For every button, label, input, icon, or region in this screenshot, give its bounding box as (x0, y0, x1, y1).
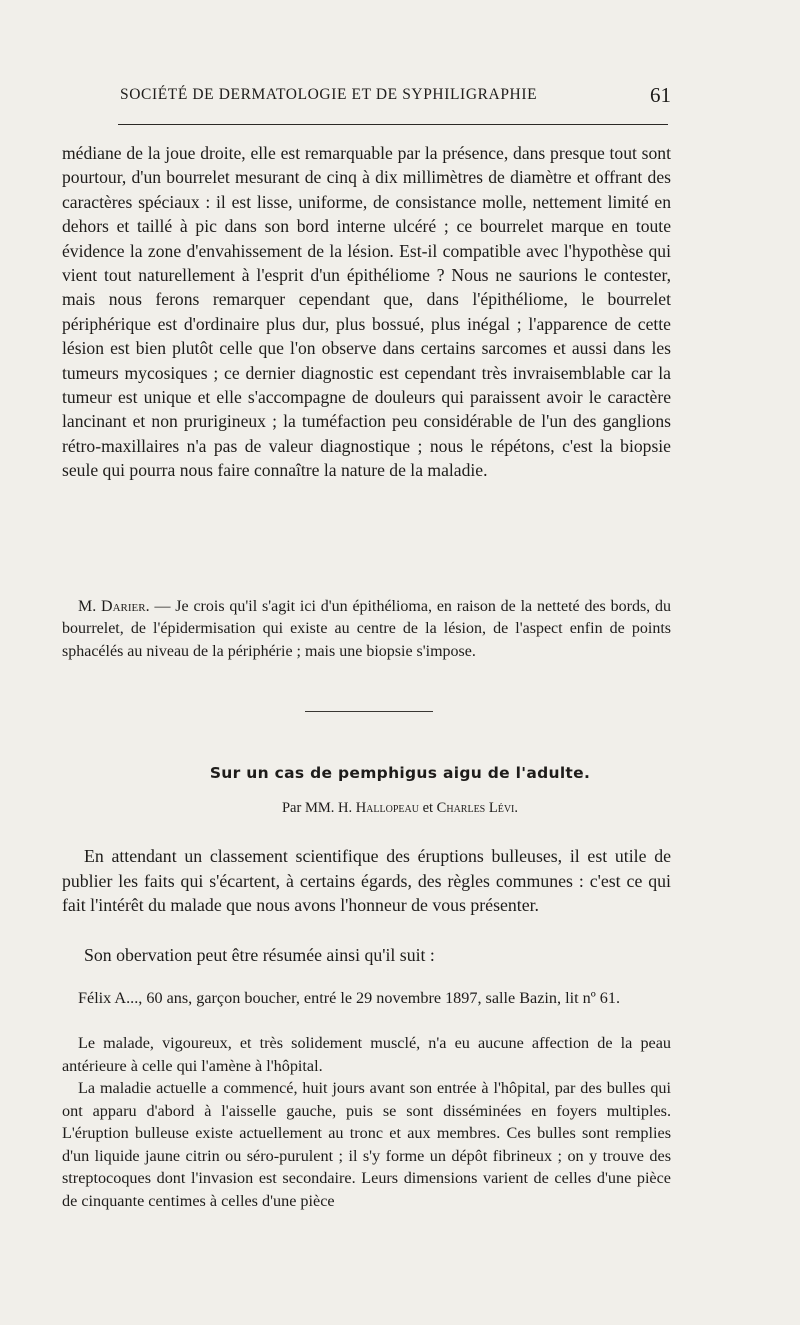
paragraph-introduction: En attendant un classement scientifique des éruptions bulleuses, il est utile de publier les faits qui s'écartent, à certains égards, des règles communes : c'est ce qui fait l'intérêt du malade que nous avons l'honneur de vous présenter. (62, 846, 671, 915)
page-number: 61 (650, 83, 671, 107)
section-authors (0, 800, 800, 817)
paragraph-lesion-description: médiane de la joue droite, elle est remarquable par la présence, dans presque tout sont pourtour, d'un bourrelet mesurant de cinq à dix millimètres de diamètre et offrant des caractères spéciaux : il est lisse, uniforme, de consistance molle, nettement limité en dehors et taillé à pic dans son bord interne ulcéré ; ce bourrelet marque en toute évidence la zone d'envahissement de la lésion. Est-il compatible avec l'hypothèse qui vient tout naturellement à l'esprit d'un épithéliome ? Nous ne saurions le contester, mais nous ferons remarquer cependant que, dans l'épithéliome, le bourrelet périphérique est d'ordinaire plus dur, plus bossué, plus inégal ; l'apparence de cette lésion est bien plutôt celle que l'on observe dans certains sarcomes et aussi dans les tumeurs mycosiques ; ce dernier diagnostic est cependant très invraisemblable car la tumeur est unique et elle s'accompagne de douleurs qui paraissent avoir le caractère lancinant et non prurigineux ; la tuméfaction peu considérable de l'un des ganglions rétro-maxillaires n'a pas de valeur diagnostique ; nous le répétons, c'est la biopsie seule qui pourra nous faire connaître la nature de la maladie. (62, 143, 671, 481)
running-title: SOCIÉTÉ DE DERMATOLOGIE ET DE SYPHILIGRAPHIE (120, 86, 538, 103)
authors-join: et (418, 800, 437, 816)
author-hallopeau: H. Hallopeau (337, 800, 419, 816)
section-separator (305, 711, 433, 712)
speaker-name: M. Darier. (78, 598, 150, 615)
header-rule (118, 124, 668, 125)
paragraph-patient-history: Le malade, vigoureux, et très solidement musclé, n'a eu aucune affection de la peau antérieure à celle qui l'amène à l'hôpital. (62, 1034, 671, 1075)
paragraph-patient-identity: Félix A..., 60 ans, garçon boucher, entré le 29 novembre 1897, salle Bazin, lit nº 61. (78, 989, 621, 1007)
author-levi: Charles Lévi (436, 800, 515, 816)
authors-prefix: Par MM. (281, 800, 338, 816)
section-title: Sur un cas de pemphigus aigu de l'adulte. (209, 764, 591, 782)
paragraph-disease-course: La maladie actuelle a commencé, huit jours avant son entrée à l'hôpital, par des bulles qui ont apparu d'abord à l'aisselle gauche, puis se sont disséminées en foyers multiples. L'éruption bulleuse existe actuellement au tronc et aux membres. Ces bulles sont remplies d'un liquide jaune citrin ou séro-purulent ; il s'y forme un dépôt fibrineux ; on y trouve des streptocoques dont l'invasion est secondaire. Leurs dimensions varient de celles d'une pièce de cinquante centimes à celles d'une pièce (62, 1079, 671, 1210)
speaker-text: — Je crois qu'il s'agit ici d'un épithélioma, en raison de la netteté des bords, du bourrelet, de l'épidermisation qui existe au centre de la lésion, de l'aspect enfin de points sphacélés au niveau de la périphérie ; mais une biopsie s'impose. (62, 598, 672, 660)
paragraph-observation-intro: Son obervation peut être résumée ainsi qu'il suit : (84, 945, 435, 965)
authors-suffix: . (514, 800, 519, 816)
page-header (120, 83, 671, 116)
paragraph-darier-comment (62, 596, 671, 663)
